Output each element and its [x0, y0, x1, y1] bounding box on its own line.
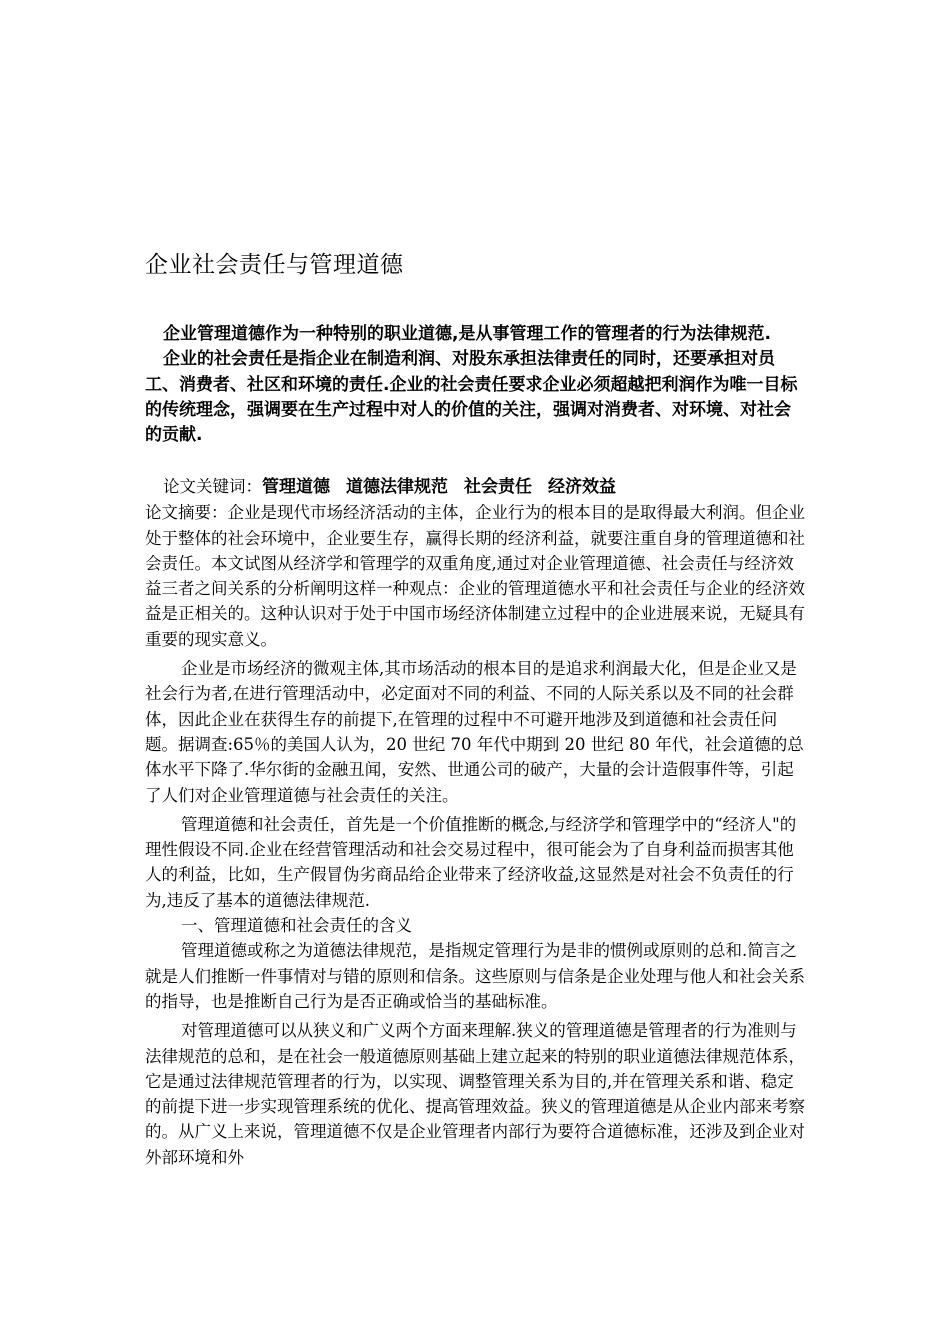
- intro-block: [145, 322, 805, 448]
- abstract-label: 论文摘要：: [145, 503, 228, 523]
- keyword: 社会责任: [464, 477, 532, 497]
- body-block: [145, 474, 805, 1170]
- keyword: 管理道德: [262, 477, 330, 497]
- keywords-line: [145, 474, 805, 500]
- abstract-paragraph: [145, 500, 805, 652]
- intro-paragraph: 企业管理道德作为一种特别的职业道德,是从事管理工作的管理者的行为法律规范.: [163, 324, 771, 344]
- keywords-label: 论文关键词：: [163, 477, 262, 496]
- body-paragraph: 管理道德和社会责任，首先是一个价值推断的概念,与经济学和管理学中的“经济人"的理性假设不同.企业在经营管理活动和社会交易过程中，很可能会为了自身利益而损害其他人的利益，比如，生产假冒伪劣商品给企业带来了经济收益,这显然是对社会不负责任的行为,违反了基本的道德法律规范.: [145, 814, 797, 910]
- body-paragraph: 对管理道德可以从狭义和广义两个方面来理解.狭义的管理道德是管理者的行为准则与法律规范的总和，是在社会一般道德原则基础上建立起来的特别的职业道德法律规范体系，它是通过法律规范管理者的行为，以实现、调整管理关系为目的,并在管理关系和谐、稳定的前提下进一步实现管理系统的优化、提高管理效益。狭义的管理道德是从企业内部来考察的。从广义上来说，管理道德不仅是企业管理者内部行为要符合道德标准，还涉及到企业对外部环境和外: [145, 1021, 805, 1167]
- abstract-text: 企业是现代市场经济活动的主体，企业行为的根本目的是取得最大利润。但企业处于整体的社会环境中，企业要生存，赢得长期的经济利益，就要注重自身的管理道德和社会责任。本文试图从经济学和管理学的双重角度,通过对企业管理道德、社会责任与经济效益三者之间关系的分析阐明这样一种观点：企业的管理道德水平和社会责任与企业的经济效益是正相关的。这种认识对于处于中国市场经济体制建立过程中的企业进展来说，无疑具有重要的现实意义。: [145, 503, 805, 649]
- section-heading: 一、管理道德和社会责任的含义: [181, 916, 412, 936]
- body-paragraph: 管理道德或称之为道德法律规范，是指规定管理行为是非的惯例或原则的总和.简言之就是人们推断一件事情对与错的原则和信条。这些原则与信条是企业处理与他人和社会关系的指导，也是推断自己行为是否正确或恰当的基础标准。: [145, 941, 805, 1011]
- document-title: 企业社会责任与管理道德: [145, 252, 404, 278]
- body-paragraph: 企业是市场经济的微观主体,其市场活动的根本目的是追求利润最大化，但是企业又是社会行为者,在进行管理活动中，必定面对不同的利益、不同的人际关系以及不同的社会群体，因此企业在获得生存的前提下,在管理的过程中不可避开地涉及到道德和社会责任问题。据调查:65％的美国人认为，20 世纪 70 年代中期到 20 世纪 80 年代，社会道德的总体水平下降了.华尔街的金融丑闻，安然、世通公司的破产，大量的会计造假事件等，引起了人们对企业管理道德与社会责任的关注。: [145, 659, 804, 805]
- keyword: 道德法律规范: [346, 477, 448, 497]
- keyword: 经济效益: [548, 477, 616, 497]
- intro-paragraph: 企业的社会责任是指企业在制造利润、对股东承担法律责任的同时，还要承担对员工、消费者、社区和环境的责任.企业的社会责任要求企业必须超越把利润作为唯一目标的传统理念，强调要在生产过程中对人的价值的关注，强调对消费者、对环境、对社会的贡献.: [145, 349, 798, 446]
